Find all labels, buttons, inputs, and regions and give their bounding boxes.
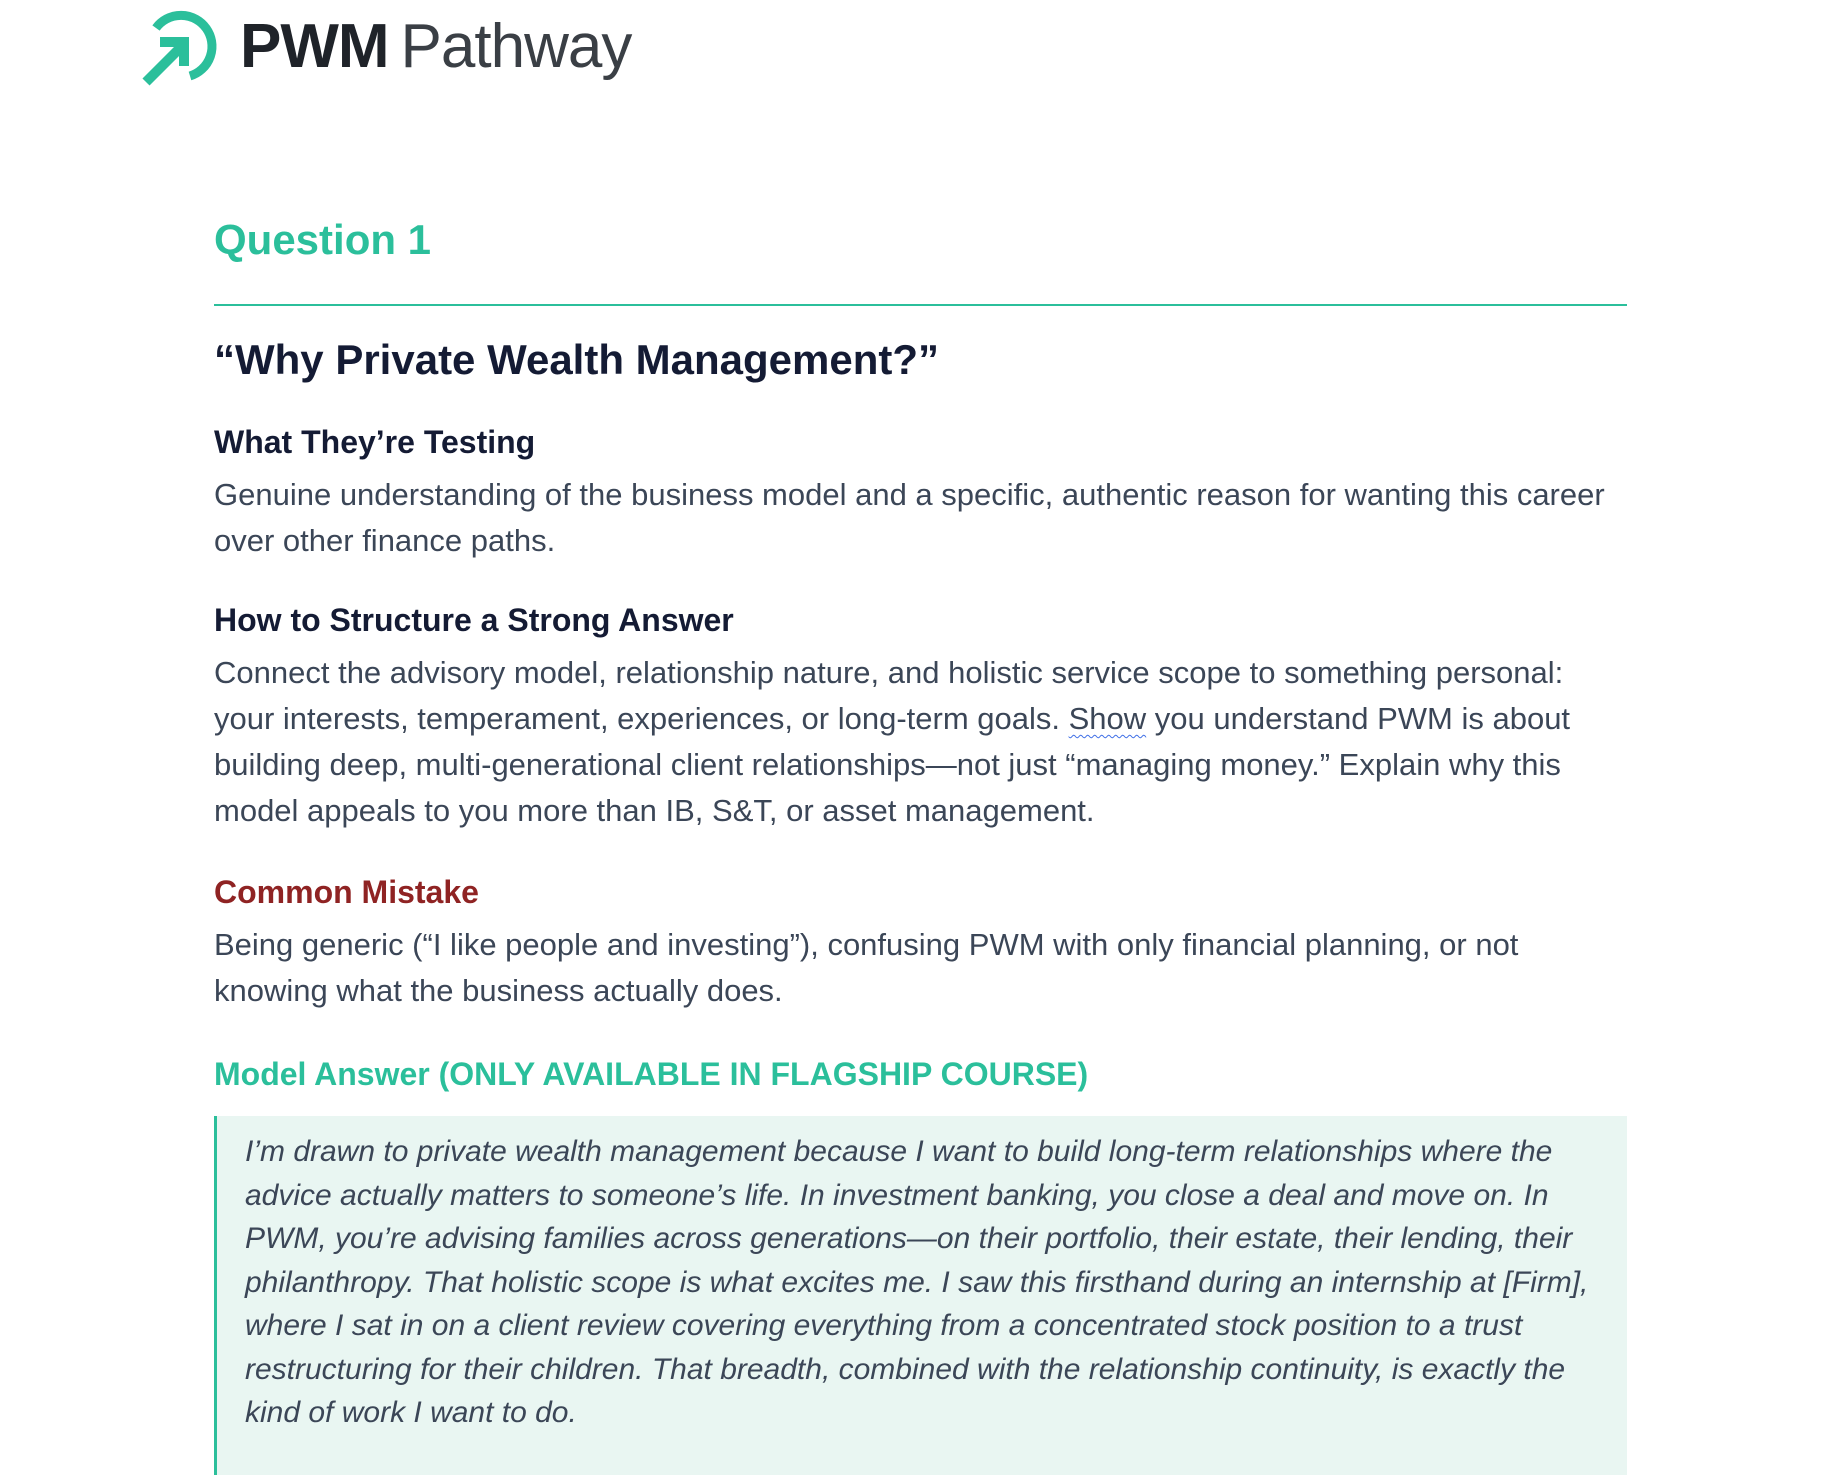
testing-body: Genuine understanding of the business model and a specific, authentic reason for wanting this career over other finance paths. [214,477,1605,558]
structure-body [214,650,1627,834]
model-answer-section [214,1054,1627,1475]
mistake-section [214,872,1627,1014]
arrow-circle-logo-icon [138,6,220,88]
testing-heading: What They’re Testing [214,424,536,460]
brand-name-bold: PWM [240,12,389,81]
question-title: “Why Private Wealth Management?” [214,336,940,383]
brand-logo [138,6,631,88]
brand-name-light: Pathway [400,12,632,81]
structure-body-end: you understand PWM is about building deep, multi-generational client relationships—not just “managing money.” Explain why this model appeals to you more than IB, S&T, or asset management. [214,701,1571,828]
structure-section [214,600,1627,834]
question-content [214,210,1627,1475]
model-answer-text: I’m drawn to private wealth management because I want to build long-term relationships where the advice actually matters to someone’s life. In investment banking, you close a deal and move on. In PWM, you’re advising families across generations—on their portfolio, their estate, their lending, their philanthropy. That holistic scope is what excites me. I saw this firsthand during an internship at [Firm], where I sat in on a client review covering everything from a concentrated stock position to a trust restructuring for their children. That breadth, combined with the relationship continuity, is exactly the kind of work I want to do. [245,1135,1589,1429]
mistake-body: Being generic (“I like people and investing”), confusing PWM with only financial planning, or not knowing what the business actually does. [214,927,1519,1008]
testing-section [214,422,1627,564]
structure-body-start: Connect the advisory model, relationship nature, and holistic service scope to something personal: your interests, temperament, experiences, or long-term goals. [214,655,1564,736]
brand-wordmark [240,6,631,88]
question-number-heading: Question 1 [214,216,432,263]
mistake-heading: Common Mistake [214,874,479,910]
model-answer-heading: Model Answer (ONLY AVAILABLE IN FLAGSHIP COURSE) [214,1056,1089,1092]
model-answer-callout [214,1116,1627,1475]
heading-divider [214,304,1627,306]
spellcheck-flagged-word[interactable]: Show [1068,701,1147,736]
structure-heading: How to Structure a Strong Answer [214,602,734,638]
